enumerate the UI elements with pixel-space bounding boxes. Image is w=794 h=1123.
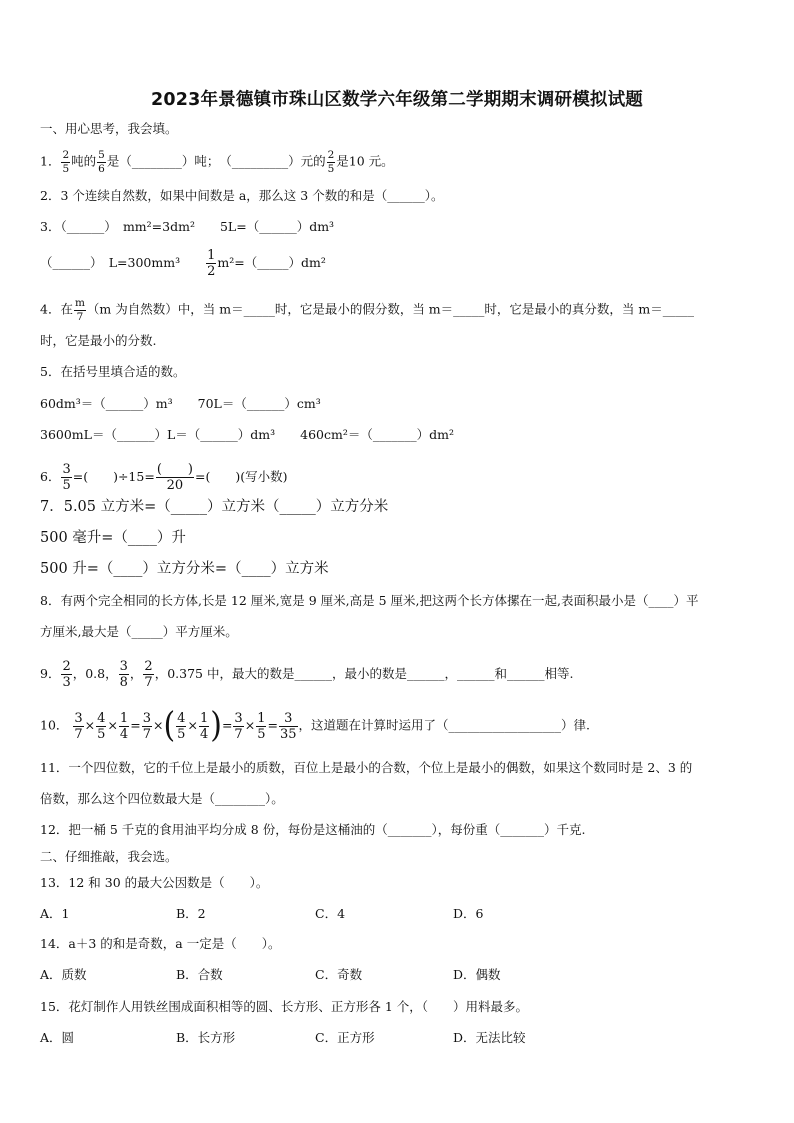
section-2-heading: 二、仔细推敲，我会选。 (40, 849, 178, 864)
question-13: 13．12 和 30 的最大公因数是（ ）。 (40, 875, 269, 890)
fraction: $\frac{4}{5}$ (177, 710, 186, 742)
fraction: $\frac{2}{5}$ (327, 149, 335, 175)
q13-option-a[interactable]: A．1 (40, 906, 70, 921)
fraction: $\frac{5}{6}$ (98, 149, 105, 175)
question-5-heading: 5．在括号里填合适的数。 (40, 364, 186, 379)
fraction: $\frac{3}{7}$ (74, 710, 83, 742)
fraction: $\frac{2}{3}$ (62, 659, 71, 690)
fraction: ( ) 20 (156, 462, 193, 493)
fraction: $\frac{2}{5}$ (62, 149, 70, 175)
fraction: $\frac{3}{8}$ (119, 659, 128, 690)
q13-option-b[interactable]: B．2 (176, 906, 206, 921)
fraction: $\frac{3}{7}$ (142, 710, 151, 742)
question-5-line-1: 60dm³＝（______）m³ 70L＝（______）cm³ (40, 396, 321, 411)
fraction: $\frac{3}{5}$ (62, 462, 71, 493)
q15-option-b[interactable]: B．长方形 (176, 1030, 236, 1045)
fraction: $\frac{3}{35}$ (279, 710, 297, 742)
question-6: 6． $\frac{3}{5}$ =( )÷15= ( ) 20 =( )(写小数) (40, 462, 288, 493)
question-7-line-3: 500 升=（____）立方分米=（____）立方米 (40, 561, 329, 577)
question-5-line-2: 3600mL＝（______）L＝（______）dm³ 460cm²＝（_______）dm² (40, 427, 454, 442)
q14-option-d[interactable]: D．偶数 (453, 967, 501, 982)
q14-option-c[interactable]: C．奇数 (315, 967, 363, 982)
q14-option-a[interactable]: A．质数 (40, 967, 87, 982)
fraction: $\frac{1}{2}$ (207, 248, 216, 279)
q15-option-a[interactable]: A．圆 (40, 1030, 75, 1045)
question-11-line-1: 11．一个四位数，它的千位上是最小的质数，百位上是最小的合数，个位上是最小的偶数，如果这个数同时是 2、3 的 (40, 760, 693, 775)
question-12: 12．把一桶 5 千克的食用油平均分成 8 份，每份是这桶油的（_______），每份重（_______）千克. (40, 822, 586, 837)
left-paren-icon: ( (163, 705, 176, 746)
q1-number: 1． (40, 153, 61, 169)
q13-option-c[interactable]: C．4 (315, 906, 346, 921)
fraction: $\frac{2}{7}$ (144, 659, 153, 690)
q14-option-b[interactable]: B．合数 (176, 967, 223, 982)
question-3-line-2: （______） L=300mm³ $\frac{1}{2}$ m²=（_____）dm² (40, 248, 326, 279)
question-14: 14．a＋3 的和是奇数，a 一定是（ ）。 (40, 936, 281, 951)
question-8-line-2: 方厘米,最大是（_____）平方厘米。 (40, 624, 238, 639)
question-11-line-2: 倍数，那么这个四位数最大是（________）。 (40, 791, 284, 806)
question-1: 1． $\frac{2}{5}$ 吨的 $\frac{5}{6}$ 是（________）吨； （_________）元的 $\frac{2}{5}$ 是10 元。 (40, 149, 394, 175)
question-4-line-1: 4．在 $\frac{m}{7}$ （m 为自然数）中，当 m＝_____时，它是最小的假分数，当 m＝_____时，它是最小的真分数，当 m＝_____ (40, 297, 694, 323)
fraction: $\frac{3}{7}$ (234, 710, 243, 742)
question-10: 10． $\frac{3}{7}$ × $\frac{4}{5}$ × $\frac{1}{4}$ = $\frac{3}{7}$ ×( $\frac{4}{5}$ × $\frac{1}{4}$ )= $\frac{3}{7}$ × $\frac{1}{5}$ = $\frac{3}{35}$ ，这道题在计算时运用了（__________________）律. (40, 705, 590, 746)
question-9: 9． $\frac{2}{3}$ ，0.8， $\frac{3}{8}$ ， $\frac{2}{7}$ ，0.375 中，最大的数是______，最小的数是______，______和______相等. (40, 659, 574, 690)
question-15: 15．花灯制作人用铁丝围成面积相等的圆、长方形、正方形各 1 个，（ ）用料最多。 (40, 999, 529, 1014)
question-7-line-2: 500 毫升=（____）升 (40, 530, 186, 546)
q15-option-c[interactable]: C．正方形 (315, 1030, 375, 1045)
question-3-line-1: 3．（______） mm²=3dm² 5L=（______）dm³ (40, 219, 335, 234)
section-1-heading: 一、用心思考，我会填。 (40, 121, 178, 136)
question-4-line-2: 时，它是最小的分数. (40, 333, 157, 348)
question-8-line-1: 8．有两个完全相同的长方体,长是 12 厘米,宽是 9 厘米,高是 5 厘米,把这两个长方体摞在一起,表面积最小是（____）平 (40, 593, 699, 608)
right-paren-icon: ) (210, 705, 222, 746)
fraction: $\frac{1}{5}$ (257, 710, 266, 742)
page-title: 2023年景德镇市珠山区数学六年级第二学期期末调研模拟试题 (150, 90, 643, 110)
fraction: $\frac{1}{4}$ (119, 710, 129, 742)
fraction: $\frac{1}{4}$ (199, 710, 209, 742)
q13-option-d[interactable]: D．6 (453, 906, 484, 921)
question-2: 2．3 个连续自然数，如果中间数是 a，那么这 3 个数的和是（______）。 (40, 188, 444, 203)
fraction: $\frac{m}{7}$ (74, 297, 85, 323)
q15-option-d[interactable]: D．无法比较 (453, 1030, 526, 1045)
fraction: $\frac{4}{5}$ (97, 710, 106, 742)
question-7-line-1: 7．5.05 立方米=（_____）立方米（_____）立方分米 (40, 499, 389, 515)
